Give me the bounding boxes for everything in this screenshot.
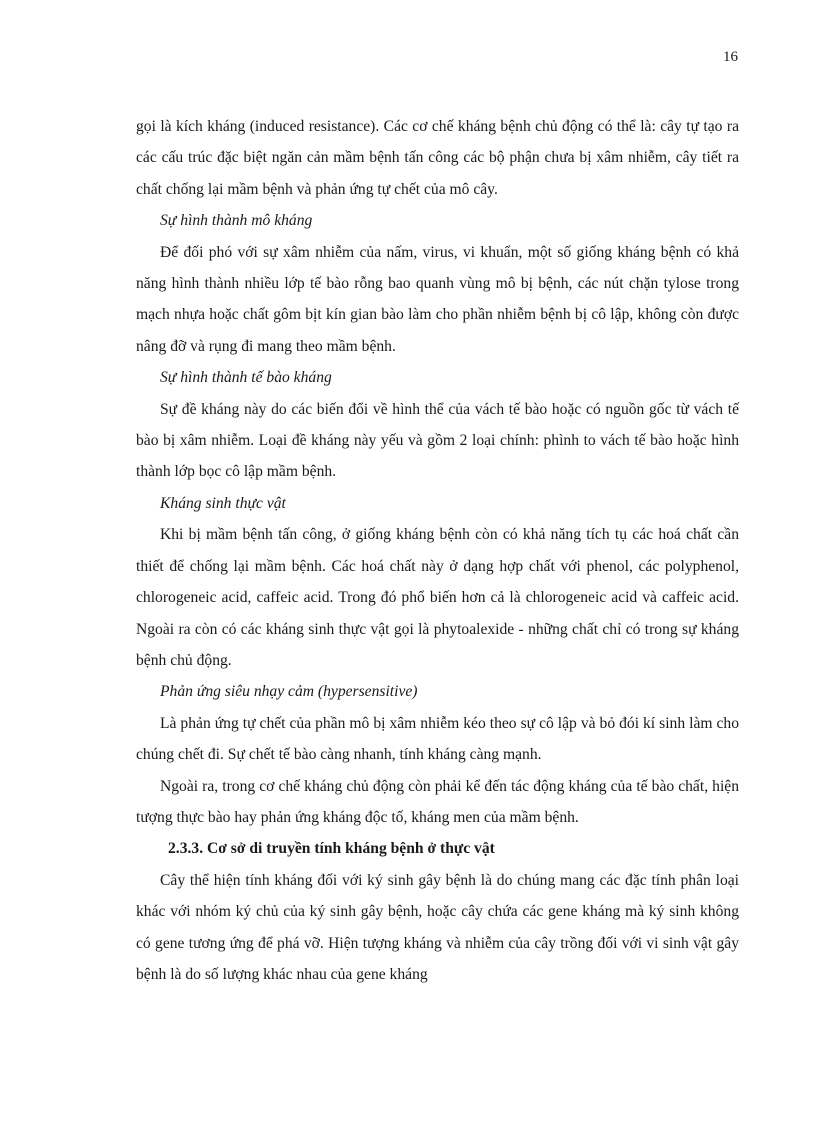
paragraph: Sự đề kháng này do các biến đổi về hình thể của vách tế bào hoặc có nguồn gốc từ vách tế bào bị xâm nhiễm. Loại đề kháng này yếu và gồm 2 loại chính: phình to vách tế bào hoặc hình thành lớp bọc cô lập mầm bệnh. [136, 400, 739, 481]
paragraph: Khi bị mầm bệnh tấn công, ở giống kháng bệnh còn có khả năng tích tụ các hoá chất cần thiết để chống lại mầm bệnh. Các hoá chất này ở dạng hợp chất với phenol, các polyphenol, chlorogeneic acid, caffeic acid. Trong đó phổ biến hơn cả là chlorogeneic acid và caffeic acid. Ngoài ra còn có các kháng sinh thực vật gọi là phytoalexide - những chất chỉ có trong sự kháng bệnh chủ động. [136, 526, 739, 669]
paragraph: Ngoài ra, trong cơ chế kháng chủ động còn phải kể đến tác động kháng của tế bào chất, hiện tượng thực bào hay phản ứng kháng độc tố, kháng men của mầm bệnh. [136, 777, 739, 826]
subheading-phytoalexins: Kháng sinh thực vật [160, 494, 286, 512]
document-body [136, 111, 739, 990]
paragraph: Cây thể hiện tính kháng đối với ký sinh gây bệnh là do chúng mang các đặc tính phân loại khác với nhóm ký chủ của ký sinh gây bệnh, hoặc cây chứa các gene kháng mà ký sinh không có gene tương ứng để phá vỡ. Hiện tượng kháng và nhiễm của cây trồng đối với vi sinh vật gây bệnh là do số lượng khác nhau của gene kháng [136, 871, 739, 983]
subheading-resistant-cells: Sự hình thành tế bào kháng [160, 369, 332, 387]
section-heading-2-3-3: 2.3.3. Cơ sở di truyền tính kháng bệnh ở thực vật [168, 840, 495, 858]
paragraph: Là phản ứng tự chết của phần mô bị xâm nhiễm kéo theo sự cô lập và bỏ đói kí sinh làm cho chúng chết đi. Sự chết tế bào càng nhanh, tính kháng càng mạnh. [136, 714, 739, 764]
subheading-resistant-tissue: Sự hình thành mô kháng [160, 212, 313, 230]
subheading-hypersensitive: Phản ứng siêu nhạy cảm (hypersensitive) [160, 683, 418, 701]
paragraph: Để đối phó với sự xâm nhiễm của nấm, virus, vi khuẩn, một số giống kháng bệnh có khả năng hình thành nhiều lớp tế bào rỗng bao quanh vùng mô bị bệnh, các nút chặn tylose trong mạch nhựa hoặc chất gôm bịt kín gian bào làm cho phần nhiễm bệnh bị cô lập, không còn được nâng đỡ và rụng đi mang theo mầm bệnh. [136, 243, 739, 355]
page-number: 16 [723, 49, 738, 65]
paragraph: gọi là kích kháng (induced resistance). Các cơ chế kháng bệnh chủ động có thể là: cây tự tạo ra các cấu trúc đặc biệt ngăn cản mầm bệnh tấn công các bộ phận chưa bị xâm nhiễm, cây tiết ra chất chống lại mầm bệnh và phản ứng tự chết của mô cây. [136, 118, 739, 198]
